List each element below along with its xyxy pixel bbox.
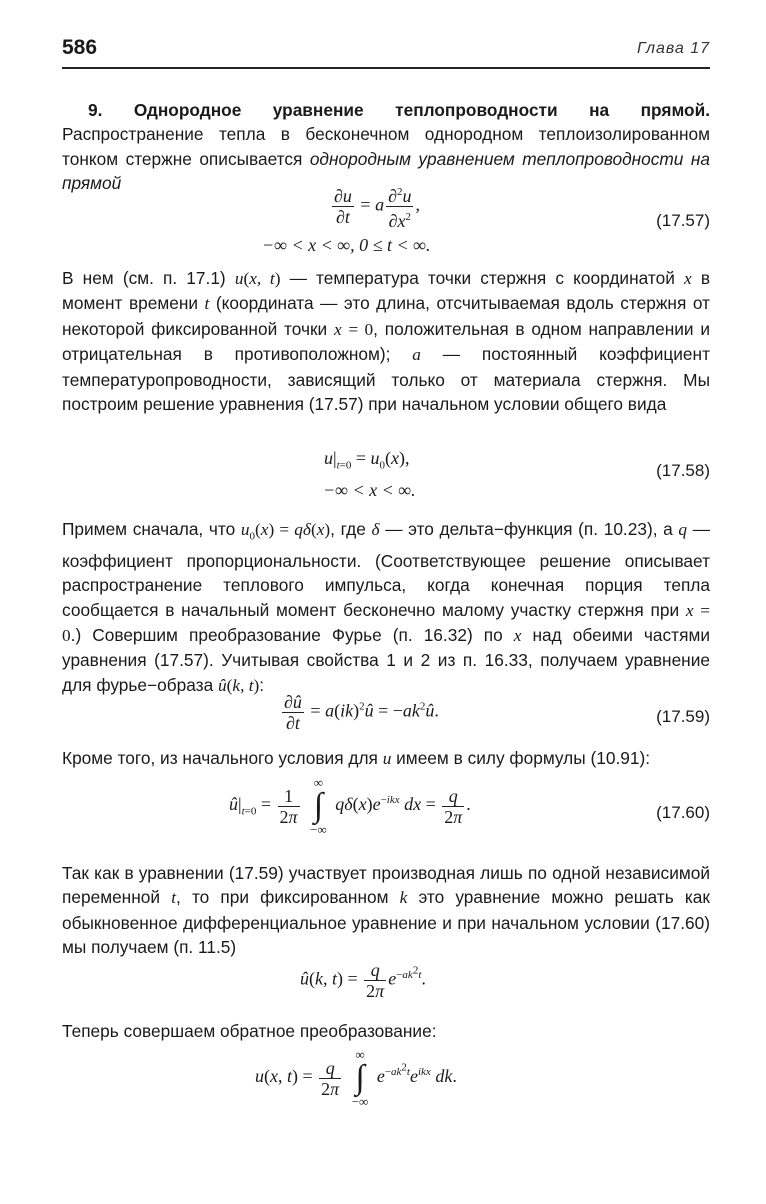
paragraph-3: Кроме того, из начального условия для u имеем в силу формулы (10.91):: [62, 748, 651, 768]
equation-17-57-domain: −∞ < x < ∞, 0 ≤ t < ∞.: [262, 235, 431, 255]
equation-number-17-58: (17.58): [656, 461, 710, 480]
equation-fourier-solution: û(k, t) = $\frac{q}{2\pi}$ $e^{-ak^2t}$.: [300, 960, 426, 1001]
header-rule: [62, 67, 710, 69]
equation-inverse-transform: u(x, t) = $\frac{q}{2\pi}$ ∞ ∫ −∞ $e^{-ak^2t}e^{ikx}$ dk.: [255, 1047, 457, 1109]
paragraph-2: Примем сначала, что $u_0(x) = q\delta(x)$, где δ — это дельта−функция (п. 10.23), а q — коэффициент пропорциональности. (Соответствующее решение описывает распространение теплового импульса, когда конечная порция тепла сообщается в начальный момент бесконечно малому участку стержня при x = 0.) Совершим преобразование Фурье (п. 16.32) по x над обеими частями уравнения (17.57). Учитывая свойства 1 и 2 из п. 16.33, получаем уравнение для фурье−образа û(k, t):: [62, 519, 710, 695]
paragraph-1: В нем (см. п. 17.1) u(x, t) — температура точки стержня с координатой x в момент времени t (координата — это длина, отсчитываемая вдоль стержня от некоторой фиксированной точки x = 0, положительная в одном направлении и отрицательная в противоположном); a — постоянный коэффициент температуропроводности, зависящий только от материала стержня. Мы построим решение уравнения (17.57) при начальном условии общего вида: [62, 268, 710, 415]
section-title: 9. Однородное уравнение теплопроводности на прямой.: [88, 100, 710, 120]
intro-italic: однородным уравнением теплопроводности на прямой: [62, 148, 710, 194]
chapter-label: Глава 17: [636, 40, 710, 57]
equation-number-17-57: (17.57): [656, 211, 710, 230]
paragraph-4: Так как в уравнении (17.59) участвует производная лишь по одной независимой переменной t, то при фиксированном k это уравнение можно решать как обыкновенное дифференциальное уравнение и при начальном условии (17.60) мы получаем (п. 11.5): [62, 863, 710, 958]
intro-text: Распространение тепла в бесконечном однородном теплоизолированном тонком стержне описывается: [62, 124, 710, 169]
equation-number-17-59: (17.59): [656, 707, 710, 726]
equation-number-17-60: (17.60): [656, 803, 710, 822]
paragraph-5: Теперь совершаем обратное преобразование:: [62, 1021, 437, 1041]
section-intro: [62, 98, 710, 196]
equation-17-58-domain: −∞ < x < ∞.: [323, 480, 416, 500]
equation-17-58: $u|_{t=0} = u_0(x)$,: [324, 448, 410, 472]
equation-17-59: $\frac{\partial û}{\partial t}$ = a(ik)$^2$û = $-ak^2û$.: [284, 692, 439, 733]
page-number: 586: [62, 36, 98, 59]
running-header: [62, 36, 710, 66]
equation-17-57: $\frac{\partial u}{\partial t}$ = a $\frac{\partial^2u}{\partial x^2}$ ,: [330, 182, 420, 231]
equation-17-60: $û|_{t=0}$ = $\frac{1}{2\pi}$ ∞ ∫ −∞ $q\delta(x)e^{-ikx}$ dx = $\frac{q}{2\pi}$ .: [229, 775, 471, 837]
